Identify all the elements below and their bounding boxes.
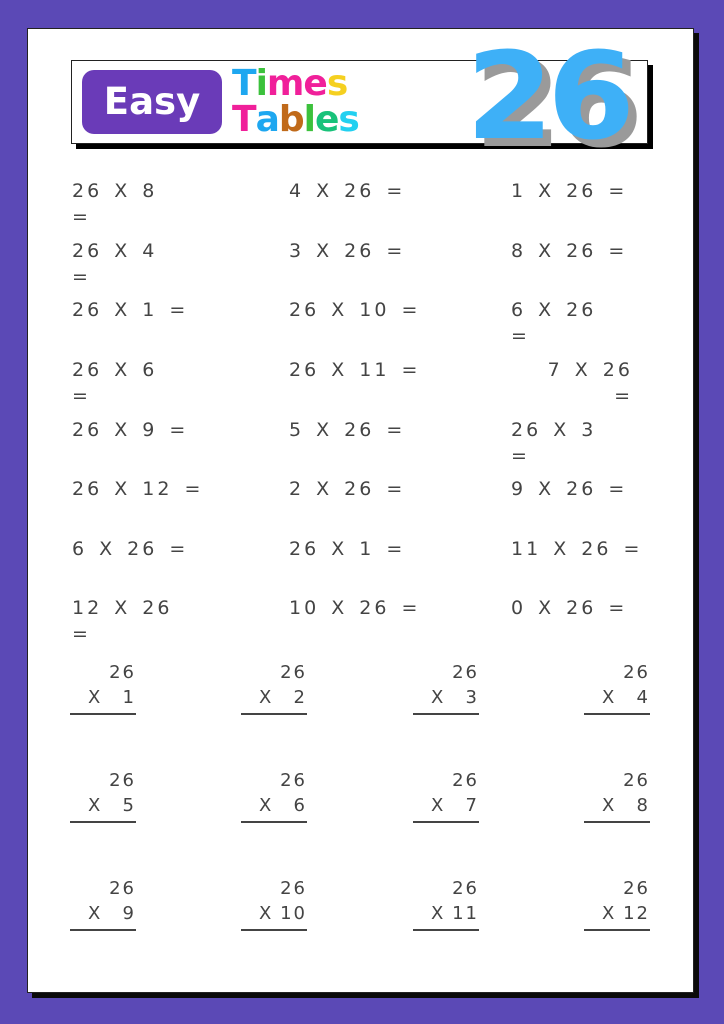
multiplier: 11 [452,903,479,924]
multiply-sign: X [259,795,272,816]
horizontal-problem: 26 X 8 = [72,180,158,228]
answer-line [584,929,650,931]
multiplicand: 26 [623,770,650,791]
answer-line [413,713,479,715]
vertical-problem [241,878,307,930]
multiplier: 10 [280,903,307,924]
multiply-sign: X [259,687,272,708]
multiplicand: 26 [452,878,479,899]
horizontal-problem: 26 X 9 = [72,419,189,441]
multiply-sign: X [602,687,615,708]
vertical-problem [584,770,650,822]
title-letter: l [303,99,315,140]
horizontal-problem: 7 X 26 = [547,359,633,407]
table-number-heading: 26 [466,28,629,167]
horizontal-problem: 6 X 26 = [72,538,189,560]
title-letter: b [278,99,304,140]
answer-line [70,821,136,823]
horizontal-problem: 5 X 26 = [289,419,406,441]
multiplier: 6 [293,795,307,816]
vertical-problem [70,878,136,930]
title-letter: e [314,99,339,140]
title-letter: i [255,63,267,104]
multiplicand: 26 [623,662,650,683]
multiplicand: 26 [280,878,307,899]
vertical-problem [584,662,650,714]
vertical-problem [413,878,479,930]
title-letter: T [232,99,256,140]
horizontal-problem: 10 X 26 = [289,597,421,619]
multiply-sign: X [259,903,272,924]
horizontal-problem: 26 X 10 = [289,299,421,321]
answer-line [241,821,307,823]
multiply-sign: X [431,795,444,816]
horizontal-problem: 26 X 11 = [289,359,421,381]
multiply-sign: X [88,903,101,924]
answer-line [584,713,650,715]
multiplicand: 26 [623,878,650,899]
multiplier: 2 [293,687,307,708]
title-letter: s [338,99,359,140]
answer-line [70,929,136,931]
horizontal-problem: 1 X 26 = [511,180,628,202]
worksheet-page [27,28,694,993]
multiplier: 5 [122,795,136,816]
multiply-sign: X [602,903,615,924]
horizontal-problem: 26 X 4 = [72,240,158,288]
multiplier: 1 [122,687,136,708]
multiplier: 12 [623,903,650,924]
vertical-problem [70,662,136,714]
vertical-problem [413,770,479,822]
answer-line [413,929,479,931]
multiply-sign: X [431,903,444,924]
vertical-problem [413,662,479,714]
vertical-problem [584,878,650,930]
title-letter: m [266,63,304,104]
answer-line [70,713,136,715]
multiplicand: 26 [109,770,136,791]
multiplier: 4 [636,687,650,708]
multiplicand: 26 [452,662,479,683]
multiply-sign: X [88,687,101,708]
horizontal-problem: 8 X 26 = [511,240,628,262]
times-title [232,63,348,104]
vertical-problem [241,662,307,714]
horizontal-problem: 0 X 26 = [511,597,628,619]
answer-line [413,821,479,823]
vertical-problem [241,770,307,822]
multiply-sign: X [602,795,615,816]
easy-logo-badge: Easy [82,70,222,134]
horizontal-problem: 9 X 26 = [511,478,628,500]
tables-title [232,99,359,140]
multiplier: 8 [636,795,650,816]
multiplicand: 26 [109,662,136,683]
horizontal-problem: 11 X 26 = [511,538,643,560]
horizontal-problem: 26 X 3 = [511,419,597,467]
vertical-problem [70,770,136,822]
answer-line [241,929,307,931]
title-letter: s [326,63,348,104]
horizontal-problem: 12 X 26 = [72,597,173,645]
horizontal-problem: 4 X 26 = [289,180,406,202]
multiplier: 7 [465,795,479,816]
multiplicand: 26 [109,878,136,899]
horizontal-problem: 26 X 1 = [289,538,406,560]
multiplicand: 26 [280,770,307,791]
horizontal-problem: 26 X 6 = [72,359,158,407]
multiply-sign: X [431,687,444,708]
horizontal-problem: 26 X 12 = [72,478,204,500]
multiplicand: 26 [280,662,307,683]
title-letter: a [255,99,279,140]
horizontal-problem: 26 X 1 = [72,299,189,321]
horizontal-problem: 3 X 26 = [289,240,406,262]
multiply-sign: X [88,795,101,816]
title-letter: e [303,63,327,104]
answer-line [584,821,650,823]
multiplier: 3 [465,687,479,708]
multiplicand: 26 [452,770,479,791]
multiplier: 9 [122,903,136,924]
title-letter: T [232,63,256,104]
answer-line [241,713,307,715]
horizontal-problem: 6 X 26 = [511,299,597,347]
horizontal-problem: 2 X 26 = [289,478,406,500]
